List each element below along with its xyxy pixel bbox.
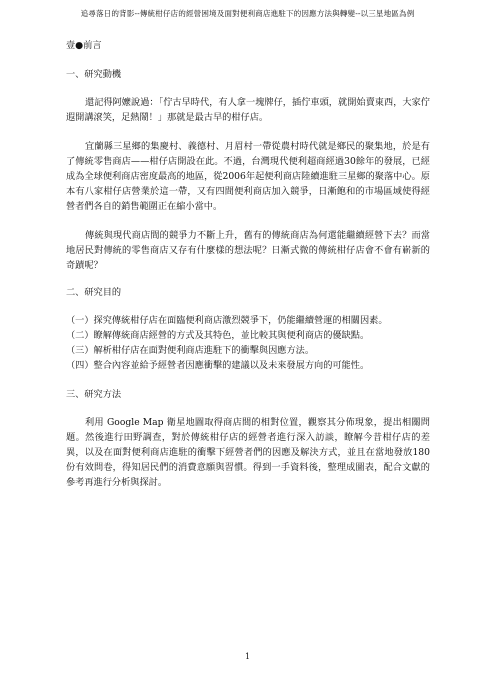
- purpose-item-4: （四）整合內容並給予經營者因應衝擊的建議以及未來發展方向的可能性。: [66, 360, 370, 371]
- motivation-paragraph-1: 還記得阿嬤說過：「佇古早時代，有人拿一塊牌仔，插佇車頭，就開始賣東西，大家佇遐開講滾笑，足熱鬧！」那就是最古早的柑仔店。: [66, 97, 430, 123]
- page-number: 1: [244, 652, 251, 661]
- page-content: [66, 40, 430, 504]
- running-header: 追尋落日的背影--傳統柑仔店的經營困境及面對便利商店進駐下的因應方法與轉變--以三星地區為例: [80, 9, 415, 18]
- purpose-item-3: （三）解析柑仔店在面對便利商店進駐下的衝擊與因應方法。: [66, 345, 315, 356]
- motivation-paragraph-3: 傳統與現代商店間的競爭力不斷上升，舊有的傳統商店為何還能繼續經營下去？而當地居民對傳統的零售商店又存有什麼樣的想法呢？日漸式微的傳統柑仔店會不會有嶄新的奇蹟呢？: [66, 230, 430, 271]
- chapter-title: 壹●前言: [66, 40, 102, 51]
- motivation-paragraph-2: 宜蘭縣三星鄉的集慶村、義德村、月眉村一帶從農村時代就是鄉民的聚集地，於是有了傳統零售商店——柑仔店開設在此。不過，台灣現代便利超商經過30餘年的發展，已經成為全球便利商店密度最高的地區，從2006年起便利商店陸續進駐三星鄉的聚落中心。原本有八家柑仔店營業於這一帶，又有四間便利商店加入競爭，日漸飽和的市場區域使得經營者們各自的銷售範圍正在縮小當中。: [66, 141, 430, 212]
- purpose-list: [66, 313, 430, 373]
- purpose-item-1: （一）探究傳統柑仔店在面臨便利商店激烈競爭下，仍能繼續營運的相關因素。: [66, 315, 388, 326]
- purpose-item-2: （二）瞭解傳統商店經營的方式及其特色，並比較其與便利商店的優缺點。: [66, 330, 370, 341]
- section-heading-motivation: 一、研究動機: [66, 69, 122, 80]
- section-heading-method: 三、研究方法: [66, 389, 122, 400]
- section-heading-purpose: 二、研究目的: [66, 287, 122, 298]
- method-paragraph: 利用 Google Map 衛星地圖取得商店間的相對位置，觀察其分佈現象，提出相關問題。然後進行田野調查，對於傳統柑仔店的經營者進行深入訪談，瞭解今昔柑仔店的差異，以及在面對便利商店進駐的衝擊下經營者們的因應及解決方式，並且在當地發放180份有效問卷，得知居民們的消費意願與習慣。得到一手資料後，整理成圖表，配合文獻的參考再進行分析與探討。: [66, 417, 430, 488]
